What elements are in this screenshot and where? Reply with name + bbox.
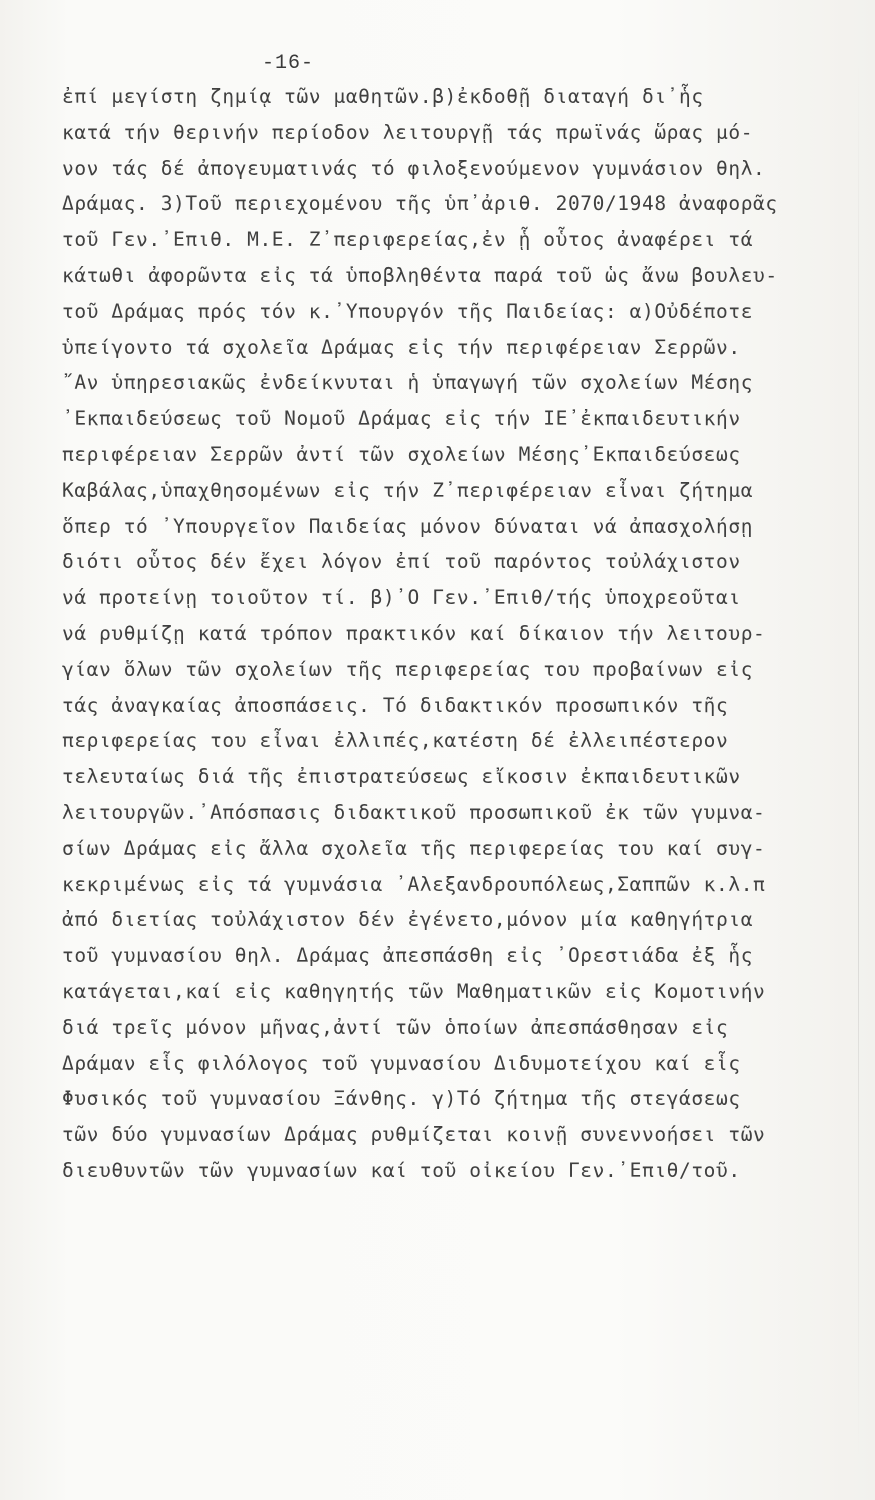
text-line: κατά τήν θερινήν περίοδον λειτουργῇ τάς πρωϊνάς ὥρας μό- [62, 120, 754, 144]
text-line: τοῦ Γεν.᾽Επιθ. Μ.Ε. Ζ᾽περιφερείας,ἐν ᾗ οὗτος ἀναφέρει τά [62, 228, 754, 252]
text-line: διά τρεῖς μόνον μῆνας,ἀντί τῶν ὁποίων ἀπεσπάσθησαν εἰς [62, 1015, 729, 1039]
page-number: -16- [262, 52, 315, 75]
page-edge-shadow [858, 60, 859, 1460]
text-line: τελευταίως διά τῆς ἐπιστρατεύσεως εἴκοσιν ἐκπαιδευτικῶν [62, 765, 741, 789]
text-line: Καβάλας,ὑπαχθησομένων εἰς τήν Ζ᾽περιφέρειαν εἶναι ζήτημα [62, 478, 754, 502]
typewritten-body [62, 79, 847, 1189]
text-line: ἀπό διετίας τοὐλάχιστον δέν ἐγένετο,μόνον μία καθηγήτρια [62, 908, 754, 932]
text-line: Φυσικός τοῦ γυμνασίου Ξάνθης. γ)Τό ζήτημα τῆς στεγάσεως [62, 1087, 741, 1111]
text-line: τοῦ γυμνασίου θηλ. Δράμας ἀπεσπάσθη εἰς ᾽Ορεστιάδα ἐξ ἧς [62, 944, 754, 968]
text-line: ᾽Εκπαιδεύσεως τοῦ Νομοῦ Δράμας εἰς τήν ΙΕ᾽ἐκπαιδευτικήν [62, 407, 741, 431]
text-line: νά ρυθμίζῃ κατά τρόπον πρακτικόν καί δίκαιον τήν λειτουρ- [62, 621, 766, 645]
text-line: διότι οὗτος δέν ἔχει λόγον ἐπί τοῦ παρόντος τοὐλάχιστον [62, 550, 741, 574]
text-line: κατάγεται,καί εἰς καθηγητής τῶν Μαθηματικῶν εἰς Κομοτινήν [62, 979, 766, 1003]
text-line: τοῦ Δράμας πρός τόν κ.᾽Υπουργόν τῆς Παιδείας: α)Οὐδέποτε [62, 299, 754, 323]
text-line: διευθυντῶν τῶν γυμνασίων καί τοῦ οἰκείου Γεν.᾽Επιθ/τοῦ. [62, 1158, 741, 1182]
text-line: ῎Αν ὑπηρεσιακῶς ἐνδείκνυται ἡ ὑπαγωγή τῶν σχολείων Μέσης [62, 371, 754, 395]
text-line: ἐπί μεγίστη ζημίᾳ τῶν μαθητῶν.β)ἐκδοθῇ διαταγή δι᾽ἧς [62, 85, 704, 108]
text-line: γίαν ὅλων τῶν σχολείων τῆς περιφερείας του προβαίνων εἰς [62, 657, 754, 681]
text-line: κάτωθι ἀφορῶντα εἰς τά ὑποβληθέντα παρά τοῦ ὡς ἄνω βουλευ- [62, 263, 778, 287]
text-line: κεκριμένως εἰς τά γυμνάσια ᾽Αλεξανδρουπόλεως,Σαππῶν κ.λ.π [62, 872, 766, 896]
text-line: τῶν δύο γυμνασίων Δράμας ρυθμίζεται κοινῇ συνεννοήσει τῶν [62, 1123, 766, 1147]
text-line: περιφέρειαν Σερρῶν ἀντί τῶν σχολείων Μέσης᾽Εκπαιδεύσεως [62, 442, 741, 466]
text-line: λειτουργῶν.᾽Απόσπασις διδακτικοῦ προσωπικοῦ ἐκ τῶν γυμνα- [62, 800, 766, 824]
text-line: σίων Δράμας εἰς ἄλλα σχολεῖα τῆς περιφερείας του καί συγ- [62, 836, 766, 860]
text-line: ὑπείγοντο τά σχολεῖα Δράμας εἰς τήν περιφέρειαν Σερρῶν. [62, 335, 741, 359]
text-line: νά προτείνῃ τοιοῦτον τί. β)᾽Ο Γεν.᾽Επιθ/τής ὑποχρεοῦται [62, 586, 741, 610]
text-line: τάς ἀναγκαίας ἀποσπάσεις. Τό διδακτικόν προσωπικόν τῆς [62, 693, 729, 717]
text-line: περιφερείας του εἶναι ἐλλιπές,κατέστη δέ ἐλλειπέστερον [62, 729, 729, 753]
text-line: Δράμαν εἷς φιλόλογος τοῦ γυμνασίου Διδυμοτείχου καί εἷς [62, 1051, 741, 1075]
text-line: νον τάς δέ ἀπογευματινάς τό φιλοξενούμενον γυμνάσιον θηλ. [62, 156, 766, 180]
text-line: Δράμας. 3)Τοῦ περιεχομένου τῆς ὑπ᾽ἀριθ. 2070/1948 ἀναφορᾶς [62, 192, 778, 216]
text-line: ὅπερ τό ᾽Υπουργεῖον Παιδείας μόνον δύναται νά ἀπασχολήσῃ [62, 514, 754, 538]
